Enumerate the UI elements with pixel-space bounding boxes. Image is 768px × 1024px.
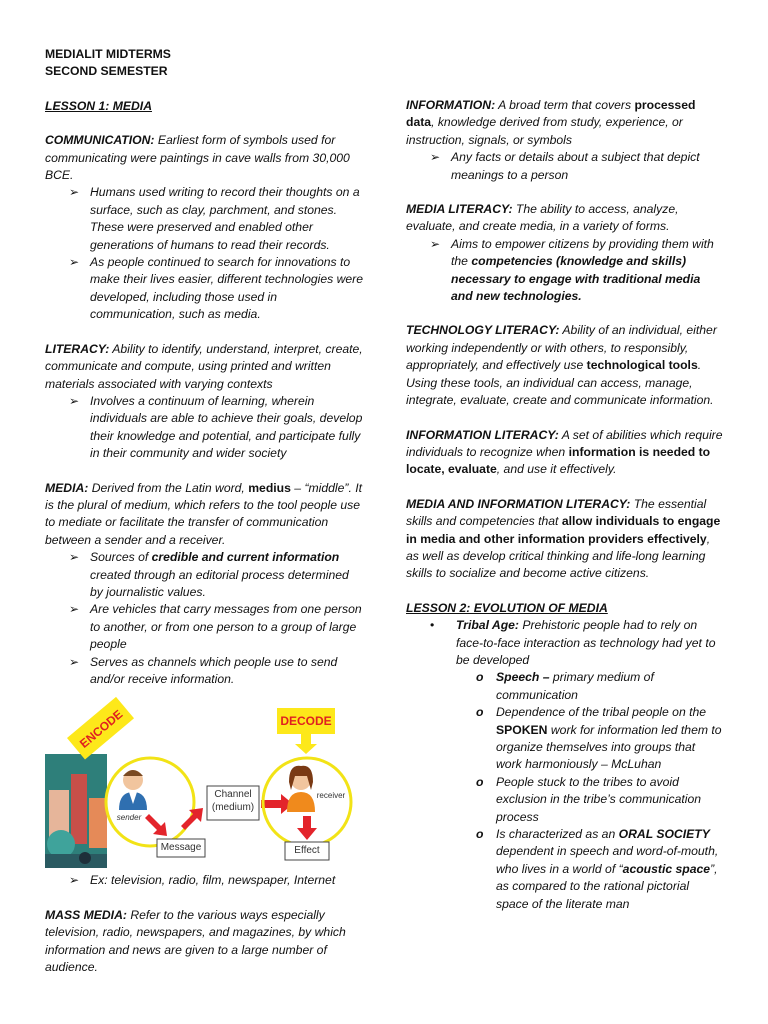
communication-model-figure bbox=[45, 694, 357, 868]
list-item: o Dependence of the tribal people on the SPOKEN work for information led them to organize themselves into groups that work harmoniously – McLuhan bbox=[476, 705, 722, 772]
mass-media-definition: MASS MEDIA: Refer to the various ways especially television, radio, newspapers, and magazines, by which information and news are given to a large number of audience. bbox=[45, 907, 346, 975]
list-item: ➢ Humans used writing to record their thoughts on a surface, such as clay, parchment, and stones. These were preserved and enabled other generations of humans to read their records. bbox=[69, 185, 360, 252]
svg-text:ENCODE: ENCODE bbox=[76, 707, 126, 752]
list-item: ➢ Ex: television, radio, film, newspaper, Internet bbox=[69, 873, 336, 888]
list-item: • Tribal Age: Prehistoric people had to rely on face-to-face interaction as technology had yet to be developed bbox=[430, 618, 716, 667]
list-item: o Is characterized as an ORAL SOCIETY dependent in speech and word-of-mouth, who lives in a world of “acoustic space”, as compared to the rational pictorial space of the literate man bbox=[476, 827, 719, 911]
list-item: ➢ Involves a continuum of learning, wherein individuals are able to achieve their goals, develop their knowledge and potential, and participate fully in their community and wider society bbox=[69, 393, 363, 461]
example-bullets bbox=[45, 872, 363, 889]
channel-sub-label: (medium) bbox=[211, 802, 255, 814]
mil-definition: MEDIA AND INFORMATION LITERACY: The essential skills and competencies that allow individuals to engage in media and other information providers effectively, as well as develop critical thinking and life-long learning skills to socialize and become active citizens. bbox=[406, 496, 721, 581]
communication-definition: COMMUNICATION: Earliest form of symbols used for communicating were paintings in cave walls from 30,000 BCE. bbox=[45, 133, 350, 183]
information-bullets bbox=[406, 149, 724, 184]
media-definition: MEDIA: Derived from the Latin word, medius – “middle”. It is the plural of medium, which refers to the tool people use to mediate or facilitate the transfer of communication between a sender and a receiver. bbox=[45, 480, 363, 547]
message-label: Message bbox=[160, 842, 202, 854]
city-illustration bbox=[45, 754, 107, 868]
lesson1-title: LESSON 1: MEDIA bbox=[45, 98, 152, 113]
list-item: ➢ As people continued to search for innovations to make their lives easier, different technologies were developed, including those used in communication, such as media. bbox=[69, 255, 364, 322]
media-literacy-definition: MEDIA LITERACY: The ability to access, analyze, evaluate, and create media, in a variety of forms. bbox=[406, 202, 679, 234]
information-definition: INFORMATION: A broad term that covers processed data, knowledge derived from study, experience, or instruction, signals, or symbols bbox=[406, 98, 696, 147]
encode-tag bbox=[67, 697, 134, 760]
list-item: o Speech – primary medium of communication bbox=[476, 670, 654, 702]
list-item: o People stuck to the tribes to avoid exclusion in the tribe’s communication process bbox=[476, 774, 702, 824]
document-title: MEDIALIT MIDTERMS bbox=[45, 47, 171, 61]
svg-text:DECODE: DECODE bbox=[280, 714, 332, 729]
sender-person-icon bbox=[119, 770, 147, 810]
effect-label: Effect bbox=[294, 845, 320, 857]
decode-tag bbox=[277, 708, 335, 754]
literacy-definition: LITERACY: Ability to identify, understand, interpret, create, communicate and compute, using printed and written materials associated with varying contexts bbox=[45, 341, 363, 391]
left-column bbox=[45, 46, 363, 976]
list-item: ➢ Are vehicles that carry messages from one person to another, or from one person to a group of large people bbox=[69, 602, 362, 652]
sender-circle bbox=[106, 758, 194, 846]
communication-bullets bbox=[45, 184, 363, 323]
channel-label: Channel bbox=[214, 789, 252, 801]
list-item: ➢ Any facts or details about a subject that depict meanings to a person bbox=[430, 150, 700, 182]
lesson2-bullets bbox=[406, 617, 724, 669]
information-literacy-definition: INFORMATION LITERACY: A set of abilities which require individuals to recognize when information is needed to locate, evaluate, and use it effectively. bbox=[406, 427, 723, 477]
right-column bbox=[406, 46, 724, 913]
tribal-sub-bullets bbox=[406, 669, 724, 913]
list-item: ➢ Aims to empower citizens by providing them with the competencies (knowledge and skills) necessary to engage with traditional media and new technologies. bbox=[430, 236, 714, 304]
lesson2-title: LESSON 2: EVOLUTION OF MEDIA bbox=[406, 600, 608, 615]
sender-label: sender bbox=[116, 813, 142, 823]
technology-literacy-definition: TECHNOLOGY LITERACY: Ability of an individual, either working independently or with others, to responsibly, appropriately, and effectively use technological tools. Using these tools, an individual can access, manage, integrate, evaluate, create and communicate information. bbox=[406, 323, 717, 408]
receiver-label: receiver bbox=[316, 791, 346, 801]
document-semester: SECOND SEMESTER bbox=[45, 64, 168, 79]
media-bullets bbox=[45, 549, 363, 688]
list-item: ➢ Serves as channels which people use to send and/or receive information. bbox=[69, 654, 338, 686]
list-item: ➢ Sources of credible and current information created through an editorial process determined by journalistic values. bbox=[69, 550, 349, 599]
receiver-person-icon bbox=[287, 766, 315, 812]
literacy-bullets bbox=[45, 393, 363, 463]
media-literacy-bullets bbox=[406, 236, 724, 306]
